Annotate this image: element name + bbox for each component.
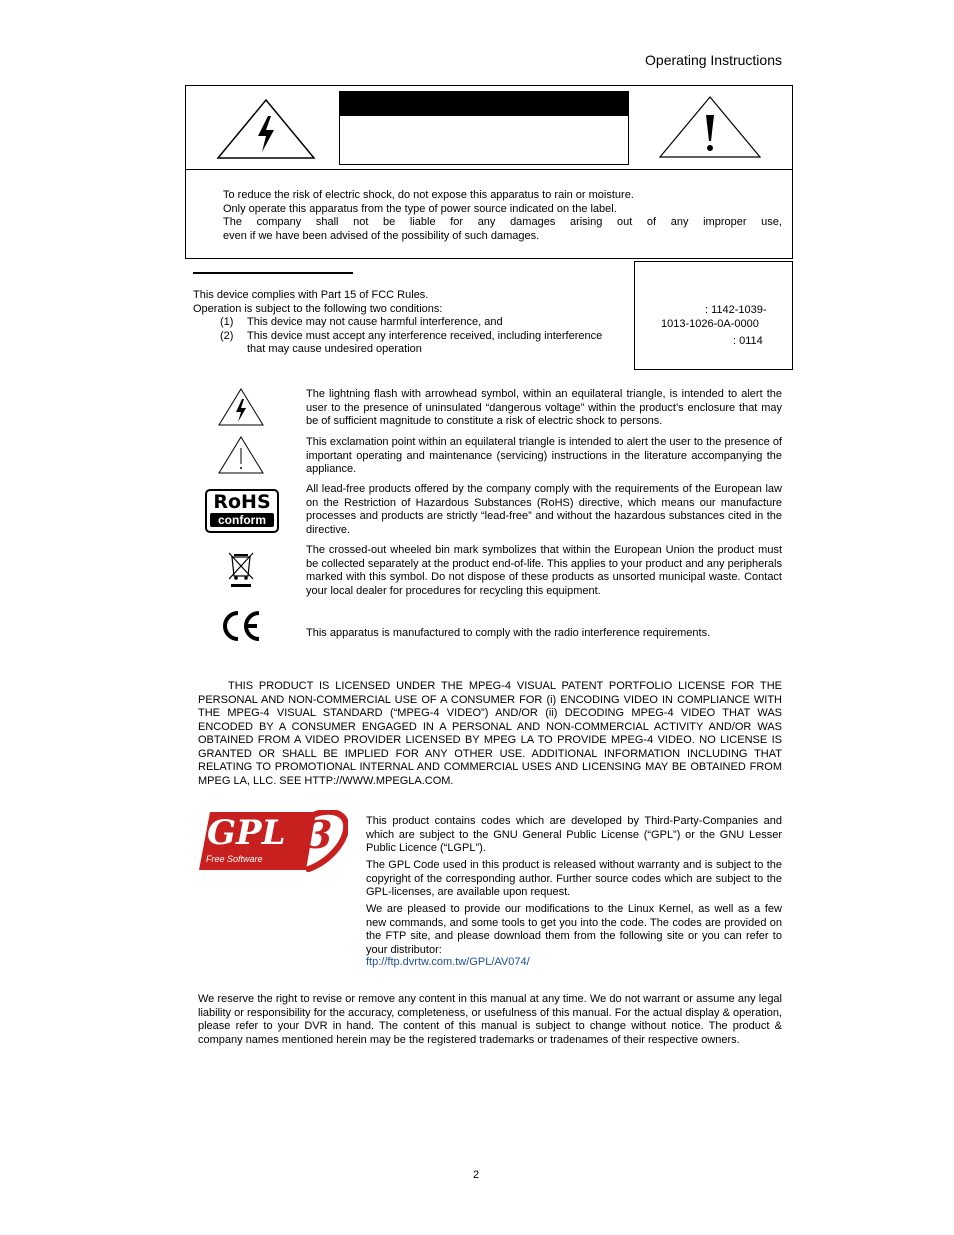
fcc-box-line-2: 1013-1026-0A-0000: [661, 318, 759, 330]
warning-line-3-word: company: [256, 216, 302, 228]
lightning-symbol-icon: [217, 387, 265, 427]
gpl-paragraph-1: This product contains codes which are developed by Third-Party-Companies and which are subject to the GNU General Public License (“GPL”) or the GNU Lesser Public Licence (“LGPL”).: [366, 815, 782, 854]
gpl-logo-text: GPL: [207, 813, 286, 853]
gpl-paragraph-3: We are pleased to provide our modifications to the Linux Kernel, as well as a few new commands, and some tools to get you into the code. The codes are provided on the FTP site, and please download them from the following site or you can refer to your distributor:: [366, 903, 782, 956]
gpl-logo-subtitle: Free Software: [206, 854, 263, 864]
fcc-statement: [193, 289, 633, 357]
gpl-ftp-link[interactable]: ftp://ftp.dvrtw.com.tw/GPL/AV074/: [366, 956, 530, 968]
fcc-line-1: This device complies with Part 15 of FCC Rules.: [193, 289, 429, 301]
lightning-description: The lightning flash with arrowhead symbol, within an equilateral triangle, is intended to alert the user to the presence of uninsulated “dangerous voltage” within the product’s enclosure that may be of sufficient magnitude to constitute a risk of electric shock to persons.: [306, 388, 782, 427]
ce-description: This apparatus is manufactured to comply with the radio interference requirements.: [306, 627, 711, 639]
warning-line-1: To reduce the risk of electric shock, do not expose this apparatus to rain or moisture.: [223, 189, 634, 201]
rohs-description: All lead-free products offered by the company comply with the requirements of the European law on the Restriction of Hazardous Substances (RoHS) directive, which means our manufacture processes and products are strictly “lead-free” and without the hazardous substances cited in the directive.: [306, 483, 782, 536]
warning-line-3-word: The: [223, 216, 242, 228]
warning-line-3-word: out: [616, 216, 633, 228]
warning-line-3-word: any: [670, 216, 689, 228]
caution-panel: [339, 91, 629, 165]
fcc-box-line-1: : 1142-1039-: [705, 304, 767, 316]
gpl-logo: [198, 810, 348, 872]
warning-line-3-word: arising: [569, 216, 603, 228]
fcc-condition-1: [193, 316, 633, 330]
warning-line-3-word: damages: [510, 216, 556, 228]
weee-description: The crossed-out wheeled bin mark symbolizes that within the European Union the product must be collected separately at the product end-of-life. This applies to your product and any peripherals marked with this symbol. Do not dispose of these products as unsorted municipal waste. Contact your local dealer for procedures for recycling this equipment.: [306, 544, 782, 597]
fcc-condition-2-number: (2): [220, 329, 234, 342]
ce-mark-icon: [219, 609, 265, 643]
lightning-triangle-icon: [216, 98, 316, 160]
fcc-title-rule: [193, 272, 353, 274]
caution-title-bar: [340, 92, 628, 116]
weee-bin-icon: [226, 549, 256, 589]
warning-line-3-word: use,: [761, 216, 782, 228]
exclamation-description: This exclamation point within an equilateral triangle is intended to alert the user to the presence of important operating and maintenance (servicing) instructions in the literature accompanying the appliance.: [306, 436, 782, 475]
fcc-condition-2-text: This device must accept any interference received, including interference: [247, 329, 603, 342]
warning-line-3-word: any: [477, 216, 496, 228]
warning-line-3-word: liable: [409, 216, 436, 228]
gpl-logo-number: 3: [306, 812, 333, 857]
warning-divider: [186, 169, 792, 170]
warning-line-3: [223, 216, 782, 230]
rohs-logo-title: RoHS: [213, 491, 271, 513]
fcc-info-box: [634, 261, 793, 370]
exclamation-symbol-icon: [217, 435, 265, 475]
fcc-condition-1-text: This device may not cause harmful interference, and: [247, 316, 503, 328]
warning-line-3-word: improper: [703, 216, 747, 228]
fcc-box-line-3: : 0114: [733, 335, 763, 347]
fcc-condition-2-continued: that may cause undesired operation: [247, 343, 422, 355]
rohs-logo: [205, 489, 279, 533]
exclamation-triangle-icon: [658, 95, 762, 159]
warning-line-3-word: of: [646, 216, 657, 228]
fcc-condition-2: [193, 330, 633, 344]
warning-line-3-word: for: [450, 216, 464, 228]
gpl-paragraph-2: The GPL Code used in this product is released without warranty and is subject to the copyright of the corresponding author. Further source codes which are subject to the GPL-licenses, are available upon request.: [366, 859, 782, 898]
page-number: 2: [473, 1169, 480, 1181]
warning-text: [223, 189, 782, 243]
warning-line-3-word: be: [383, 216, 396, 228]
warning-line-3-word: shall: [315, 216, 339, 228]
page-header: Operating Instructions: [645, 52, 782, 68]
rohs-logo-subtitle: conform: [210, 513, 274, 527]
warning-line-3-word: not: [353, 216, 369, 228]
fcc-line-2: Operation is subject to the following two conditions:: [193, 302, 443, 315]
disclaimer-text: We reserve the right to revise or remove any content in this manual at any time. We do not warrant or assume any legal liability or responsibility for the accuracy, completeness, or usefulness of this manual. For the actual display & operation, please refer to your DVR in hand. The content of this manual is subject to change without notice. The product & company names mentioned herein may be the registered trademarks or tradenames of their respective owners.: [198, 993, 782, 1046]
warning-line-2: Only operate this apparatus from the type of power source indicated on the label.: [223, 202, 617, 215]
warning-line-4: even if we have been advised of the possibility of such damages.: [223, 229, 540, 242]
warning-box: [185, 85, 793, 259]
mpeg-license-text: THIS PRODUCT IS LICENSED UNDER THE MPEG-4 VISUAL PATENT PORTFOLIO LICENSE FOR THE PERSONAL AND NON-COMMERCIAL USE OF A CONSUMER FOR (i) ENCODING VIDEO IN COMPLIANCE WITH THE MPEG-4 VISUAL STANDARD (“MPEG-4 VIDEO”) AND/OR (ii) DECODING MPEG-4 VIDEO THAT WAS ENCODED BY A CONSUMER ENGAGED IN A PERSONAL AND NON-COMMERCIAL ACTIVITY AND/OR WAS OBTAINED FROM A VIDEO PROVIDER LICENSED BY MPEG LA TO PROVIDE MPEG-4 VIDEO. NO LICENSE IS GRANTED OR SHALL BE IMPLIED FOR ANY OTHER USE. ADDITIONAL INFORMATION INCLUDING THAT RELATING TO PROMOTIONAL INTERNAL AND COMMERCIAL USES AND LICENSING MAY BE OBTAINED FROM MPEG LA, LLC. SEE HTTP://WWW.MPEGLA.COM.: [198, 680, 782, 787]
fcc-condition-1-number: (1): [220, 316, 234, 328]
